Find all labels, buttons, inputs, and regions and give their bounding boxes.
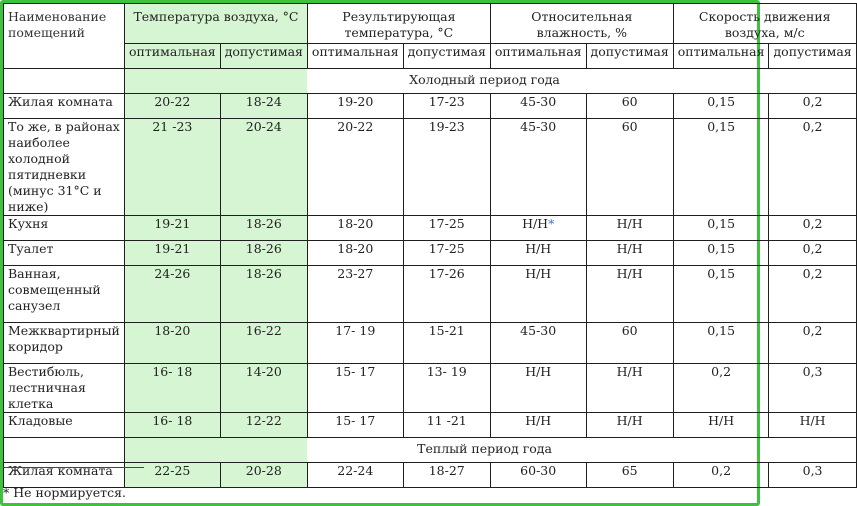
cell-air-allowed (220, 323, 307, 364)
cell-result-optimal (307, 241, 403, 266)
cell-air-optimal-value: 19-21 (154, 216, 191, 231)
subheader-speed-optimal: оптимальная (673, 44, 769, 69)
period-empty-cell (4, 69, 125, 94)
cell-humidity-allowed-value: Н/Н (616, 413, 643, 428)
footnote (3, 485, 126, 501)
cell-speed-optimal (673, 463, 769, 488)
cell-humidity-optimal-value: Н/Н (525, 241, 552, 256)
subheader-result-allowed: допустимая (403, 44, 490, 69)
cell-speed-allowed-value: 0,3 (802, 463, 823, 478)
cell-humidity-optimal (490, 241, 586, 266)
cell-humidity-allowed-value: 60 (621, 323, 638, 338)
cell-air-allowed (220, 216, 307, 241)
cell-result-optimal (307, 463, 403, 488)
cell-result-allowed (403, 119, 490, 216)
cell-humidity-optimal (490, 364, 586, 413)
cell-humidity-allowed (586, 94, 673, 119)
cell-room: Туалет (4, 241, 125, 266)
cell-result-optimal (307, 413, 403, 438)
cell-speed-allowed-value: Н/Н (799, 413, 826, 428)
footnote-reference-mark: * (548, 216, 555, 231)
cell-speed-optimal (673, 364, 769, 413)
cell-humidity-allowed (586, 413, 673, 438)
cell-air-allowed (220, 413, 307, 438)
cell-speed-allowed (769, 241, 856, 266)
cell-air-allowed-value: 20-28 (245, 463, 282, 478)
cell-humidity-allowed (586, 241, 673, 266)
cell-air-optimal-value: 20-22 (154, 94, 191, 109)
table-row (4, 241, 857, 266)
cell-result-allowed-value: 18-27 (428, 463, 465, 478)
cell-result-allowed (403, 94, 490, 119)
cell-result-optimal (307, 364, 403, 413)
subheader-humidity-optimal: оптимальная (490, 44, 586, 69)
cell-humidity-allowed-value: Н/Н (616, 266, 643, 281)
period-warm-label (307, 438, 856, 463)
cell-result-optimal-value: 20-22 (337, 119, 374, 134)
cell-air-allowed (220, 463, 307, 488)
cell-result-optimal-value: 19-20 (337, 94, 374, 109)
cell-result-allowed (403, 266, 490, 323)
cell-speed-allowed (769, 94, 856, 119)
cell-humidity-optimal-value: Н/Н (525, 364, 552, 379)
cell-air-optimal (125, 119, 221, 216)
cell-room: Ванная, совмещенный санузел (4, 266, 125, 323)
header-result-temp: Результирующая температура, °C (307, 4, 490, 44)
period-cold-label (307, 69, 856, 94)
table-row (4, 266, 857, 323)
cell-room: Межквартирный коридор (4, 323, 125, 364)
cell-air-optimal (125, 323, 221, 364)
cell-humidity-allowed (586, 266, 673, 323)
cell-humidity-allowed (586, 364, 673, 413)
cell-speed-allowed (769, 266, 856, 323)
cell-speed-optimal (673, 216, 769, 241)
header-humidity: Относительная влажность, % (490, 4, 673, 44)
cell-speed-optimal (673, 94, 769, 119)
table-row (4, 119, 857, 216)
cell-air-allowed (220, 241, 307, 266)
cell-humidity-allowed-value: Н/Н (616, 364, 643, 379)
header-row (4, 4, 857, 44)
cell-result-allowed (403, 216, 490, 241)
cell-air-allowed-value: 12-22 (245, 413, 282, 428)
cell-humidity-optimal (490, 119, 586, 216)
microclimate-norms-table (3, 3, 857, 488)
cell-result-optimal-value: 18-20 (337, 241, 374, 256)
cell-result-optimal (307, 266, 403, 323)
cell-speed-optimal-value: 0,15 (707, 266, 736, 281)
cell-air-optimal (125, 266, 221, 323)
period-empty-cell (4, 438, 125, 463)
cell-room: Жилая комната (4, 94, 125, 119)
cell-speed-optimal-value: 0,2 (711, 463, 732, 478)
header-room: Наименование помещений (4, 4, 125, 69)
cell-speed-allowed (769, 463, 856, 488)
cell-result-allowed (403, 364, 490, 413)
cell-air-optimal (125, 94, 221, 119)
cell-air-allowed-value: 18-24 (245, 94, 282, 109)
cell-humidity-optimal-value: Н/Н (525, 413, 552, 428)
cell-result-optimal-value: 18-20 (337, 216, 374, 231)
period-row-warm (4, 438, 857, 463)
period-highlight-cell (125, 438, 308, 463)
cell-speed-optimal (673, 413, 769, 438)
period-warm-text: Теплый период года (417, 441, 552, 456)
cell-result-allowed-value: 17-23 (428, 94, 465, 109)
cell-result-allowed (403, 463, 490, 488)
cell-air-optimal-value: 16- 18 (152, 413, 193, 428)
cell-result-optimal (307, 323, 403, 364)
cell-result-allowed-value: 13- 19 (426, 364, 467, 379)
cell-result-allowed (403, 241, 490, 266)
cell-speed-allowed-value: 0,3 (802, 364, 823, 379)
subheader-air-optimal: оптимальная (125, 44, 221, 69)
cell-speed-allowed (769, 323, 856, 364)
cell-air-optimal-value: 18-20 (154, 323, 191, 338)
cell-air-allowed-value: 18-26 (245, 266, 282, 281)
table-row (4, 413, 857, 438)
cell-speed-allowed-value: 0,2 (802, 241, 823, 256)
cell-room: Кухня (4, 216, 125, 241)
cell-result-optimal (307, 94, 403, 119)
cell-air-allowed (220, 94, 307, 119)
cell-humidity-optimal (490, 323, 586, 364)
cell-air-optimal (125, 364, 221, 413)
table-row (4, 323, 857, 364)
cell-result-optimal-value: 17- 19 (335, 323, 376, 338)
cell-result-optimal-value: 15- 17 (335, 413, 376, 428)
subheader-air-allowed: допустимая (220, 44, 307, 69)
cell-speed-allowed-value: 0,2 (802, 119, 823, 134)
cell-humidity-optimal (490, 463, 586, 488)
cell-result-optimal-value: 22-24 (337, 463, 374, 478)
cell-speed-allowed (769, 413, 856, 438)
cell-speed-allowed-value: 0,2 (802, 323, 823, 338)
cell-humidity-allowed (586, 323, 673, 364)
cell-air-allowed (220, 266, 307, 323)
cell-humidity-allowed-value: 65 (621, 463, 638, 478)
cell-speed-optimal (673, 119, 769, 216)
cell-speed-allowed (769, 216, 856, 241)
cell-humidity-optimal-value: Н/Н (522, 216, 549, 231)
cell-speed-optimal (673, 323, 769, 364)
period-cold-text: Холодный период года (409, 72, 560, 87)
cell-speed-allowed (769, 119, 856, 216)
cell-humidity-allowed-value: 60 (621, 94, 638, 109)
cell-humidity-optimal (490, 413, 586, 438)
cell-humidity-allowed (586, 119, 673, 216)
cell-result-optimal-value: 15- 17 (335, 364, 376, 379)
cell-result-allowed-value: 17-25 (428, 241, 465, 256)
cell-air-optimal (125, 241, 221, 266)
cell-humidity-allowed-value: Н/Н (616, 216, 643, 231)
cell-result-optimal-value: 23-27 (337, 266, 374, 281)
cell-air-optimal-value: 19-21 (154, 241, 191, 256)
cell-humidity-optimal-value: 45-30 (520, 323, 557, 338)
cell-air-optimal (125, 413, 221, 438)
cell-room: Кладовые (4, 413, 125, 438)
cell-humidity-optimal-value: 45-30 (520, 119, 557, 134)
cell-room: Вестибюль, лестничная клетка (4, 364, 125, 413)
cell-speed-optimal-value: 0,15 (707, 241, 736, 256)
subheader-row (4, 44, 857, 69)
cell-result-allowed-value: 15-21 (428, 323, 465, 338)
subheader-result-optimal: оптимальная (307, 44, 403, 69)
cell-humidity-allowed-value: Н/Н (616, 241, 643, 256)
cell-result-allowed (403, 413, 490, 438)
cell-result-allowed-value: 11 -21 (426, 413, 467, 428)
cell-result-allowed (403, 323, 490, 364)
cell-room: Жилая комната (4, 463, 125, 488)
cell-speed-optimal-value: 0,15 (707, 323, 736, 338)
table-row (4, 216, 857, 241)
cell-speed-optimal-value: 0,2 (711, 364, 732, 379)
cell-room: То же, в районах наиболее холодной пятидневки (минус 31°С и ниже) (4, 119, 125, 216)
cell-humidity-optimal-value: 45-30 (520, 94, 557, 109)
header-air-temp: Температура воздуха, °C (125, 4, 308, 44)
cell-result-allowed-value: 19-23 (428, 119, 465, 134)
cell-air-allowed-value: 20-24 (245, 119, 282, 134)
subheader-humidity-allowed: допустимая (586, 44, 673, 69)
cell-humidity-optimal (490, 94, 586, 119)
period-highlight-cell (125, 69, 308, 94)
cell-result-optimal (307, 119, 403, 216)
cell-result-allowed-value: 17-26 (428, 266, 465, 281)
cell-humidity-allowed-value: 60 (621, 119, 638, 134)
cell-result-optimal (307, 216, 403, 241)
cell-speed-allowed (769, 364, 856, 413)
cell-air-optimal (125, 216, 221, 241)
footnote-text: Не нормируется. (9, 485, 126, 500)
cell-speed-optimal-value: 0,15 (707, 94, 736, 109)
cell-air-allowed (220, 364, 307, 413)
cell-speed-optimal (673, 266, 769, 323)
cell-result-allowed-value: 17-25 (428, 216, 465, 231)
cell-air-allowed-value: 18-26 (245, 241, 282, 256)
cell-humidity-optimal (490, 266, 586, 323)
header-air-speed: Скорость движения воздуха, м/с (673, 4, 856, 44)
table-row (4, 94, 857, 119)
cell-humidity-optimal-value: 60-30 (520, 463, 557, 478)
cell-speed-allowed-value: 0,2 (802, 266, 823, 281)
cell-air-allowed-value: 18-26 (245, 216, 282, 231)
cell-speed-optimal-value: Н/Н (708, 413, 735, 428)
cell-humidity-optimal (490, 216, 586, 241)
cell-speed-allowed-value: 0,2 (802, 94, 823, 109)
cell-air-optimal-value: 21 -23 (152, 119, 193, 134)
period-row-cold (4, 69, 857, 94)
cell-speed-optimal (673, 241, 769, 266)
cell-speed-allowed-value: 0,2 (802, 216, 823, 231)
cell-humidity-optimal-value: Н/Н (525, 266, 552, 281)
cell-air-optimal-value: 16- 18 (152, 364, 193, 379)
cell-air-optimal-value: 24-26 (154, 266, 191, 281)
table-row (4, 364, 857, 413)
cell-speed-optimal-value: 0,15 (707, 216, 736, 231)
cell-speed-optimal-value: 0,15 (707, 119, 736, 134)
cell-air-optimal-value: 22-25 (154, 463, 191, 478)
footnote-mark: * (3, 485, 10, 500)
cell-humidity-allowed (586, 463, 673, 488)
footnote-divider (3, 467, 144, 468)
cell-air-allowed (220, 119, 307, 216)
cell-humidity-allowed (586, 216, 673, 241)
cell-air-allowed-value: 16-22 (245, 323, 282, 338)
subheader-speed-allowed: допустимая (769, 44, 856, 69)
cell-air-allowed-value: 14-20 (245, 364, 282, 379)
